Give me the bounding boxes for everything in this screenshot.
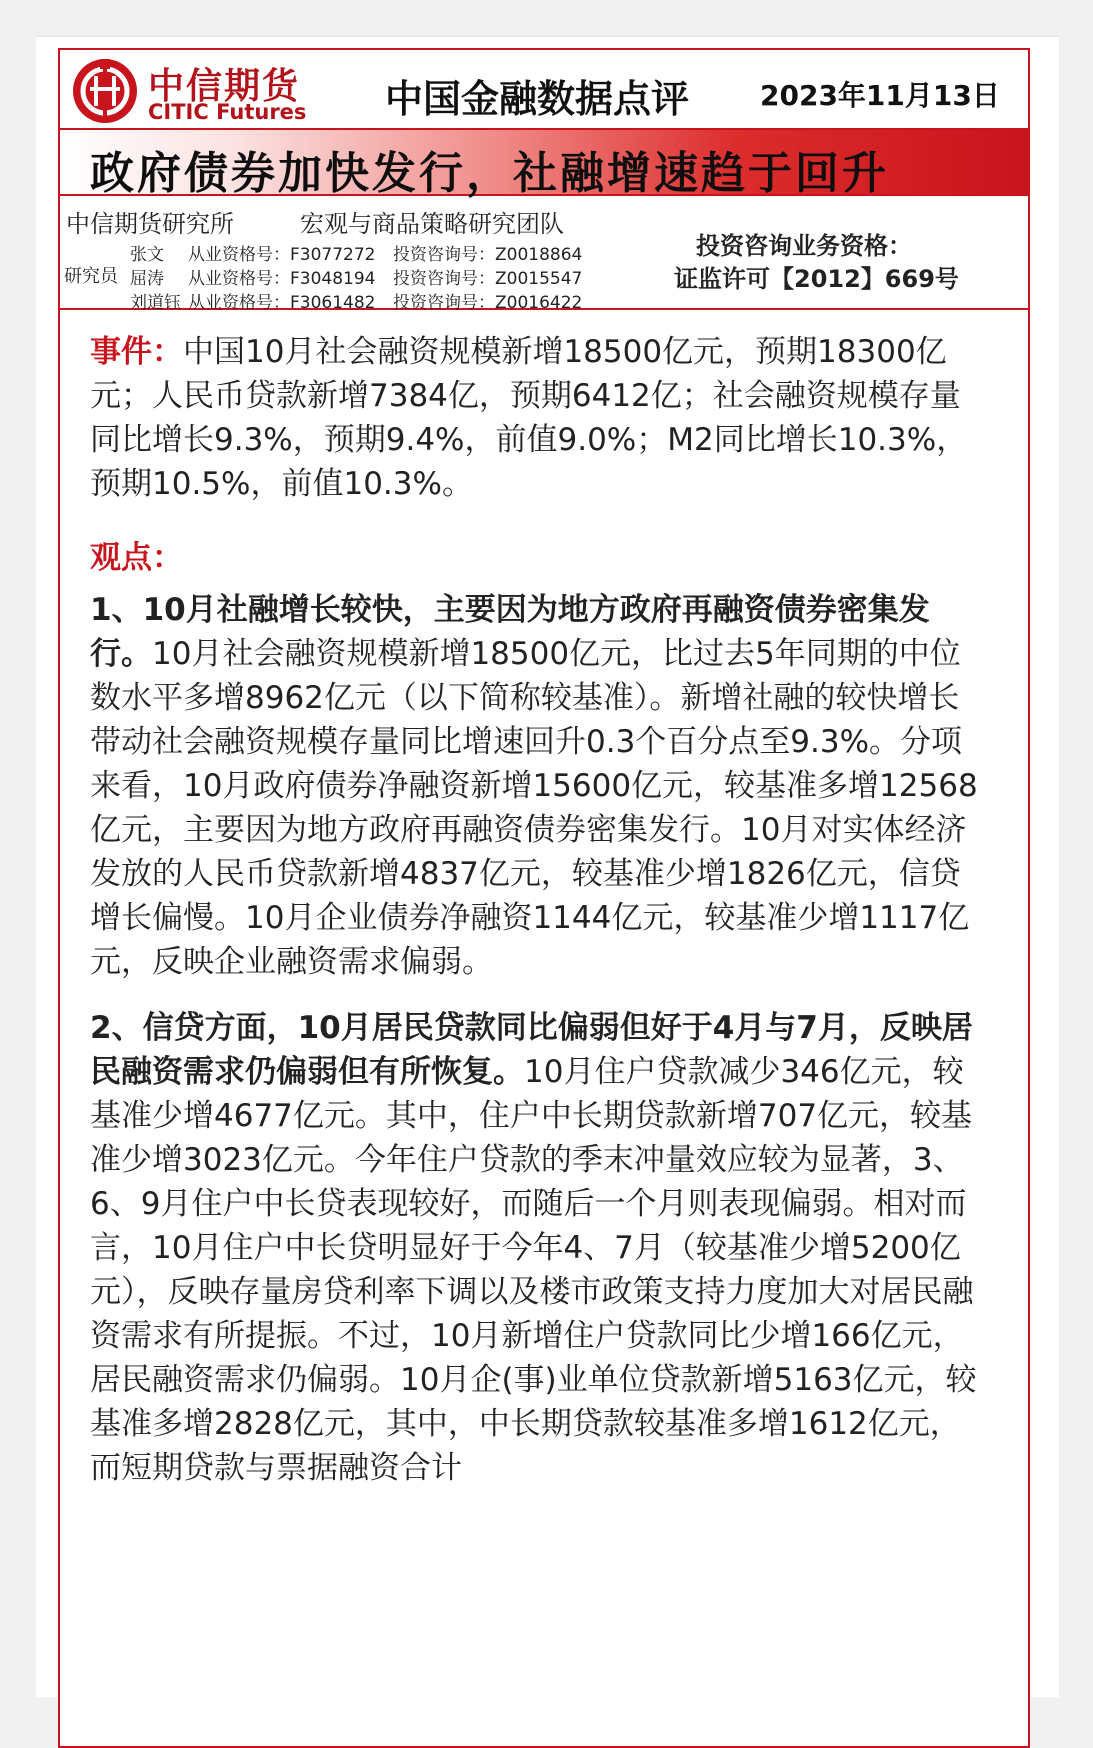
report-date: 2023年11月13日	[760, 79, 1000, 112]
qualification-license: 证监许可【2012】669号	[674, 265, 959, 293]
researcher-advisor-id: 投资咨询号：Z0016422	[393, 293, 583, 313]
point-paragraph-2	[90, 1006, 990, 1490]
point-paragraph-1	[90, 588, 990, 984]
qualification-title: 投资咨询业务资格：	[696, 232, 912, 260]
point-heading: 1、10月社融增长较快，主要因为地方政府再融资债券密集发行。	[90, 592, 930, 672]
report-body	[90, 330, 990, 1512]
researcher-license: 从业资格号：F3061482	[188, 293, 376, 313]
event-label: 事件：	[90, 334, 183, 370]
report-header	[60, 50, 1028, 128]
point-text: 10月住户贷款减少346亿元，较基准少增4677亿元。其中，住户中长期贷款新增707亿元，较基准少增3023亿元。今年住户贷款的季末冲量效应较为显著，3、6、9月住户中长贷表现较好，而随后一个月则表现偏弱。相对而言，10月住户中长贷明显好于今年4、7月（较基准少增5200亿元），反映存量房贷利率下调以及楼市政策支持力度加大对居民融资需求有所提振。不过，10月新增住户贷款同比少增166亿元，居民融资需求仍偏弱。10月企(事)业单位贷款新增5163亿元，较基准多增2828亿元，其中，中长期贷款较基准多增1612亿元，而短期贷款与票据融资合计	[90, 1054, 977, 1486]
researcher-license: 从业资格号：F3077272	[188, 245, 376, 265]
report-title: 政府债券加快发行，社融增速趋于回升	[90, 148, 889, 199]
researcher-license: 从业资格号：F3048194	[188, 269, 376, 289]
event-text: 中国10月社会融资规模新增18500亿元，预期18300亿元；人民币贷款新增7384亿，预期6412亿；社会融资规模存量同比增长9.3%，预期9.4%，前值9.0%；M2同比增长10.3%，预期10.5%，前值10.3%。	[90, 334, 968, 502]
researcher-advisor-id: 投资咨询号：Z0018864	[393, 245, 583, 265]
researcher-name: 张文	[130, 245, 164, 265]
researcher-name: 屈涛	[130, 269, 164, 289]
researcher-name: 刘道钰	[130, 293, 181, 313]
brand-name-cn: 中信期货	[148, 66, 301, 107]
report-frame	[58, 48, 1030, 1748]
researcher-row	[130, 240, 582, 265]
event-paragraph	[90, 330, 990, 506]
point-text: 10月社会融资规模新增18500亿元，比过去5年同期的中位数水平多增8962亿元（以下简称较基准）。新增社融的较快增长带动社会融资规模存量同比增速回升0.3个百分点至9.3%。分项来看，10月政府债券净融资新增15600亿元，较基准多增12568亿元，主要因为地方政府再融资债券密集发行。10月对实体经济发放的人民币贷款新增4837亿元，较基准少增1826亿元，信贷增长偏慢。10月企业债券净融资1144亿元，较基准少增1117亿元，反映企业融资需求偏弱。	[90, 636, 978, 980]
researcher-row	[130, 264, 582, 289]
researcher-advisor-id: 投资咨询号：Z0015547	[393, 269, 583, 289]
title-banner	[60, 128, 1028, 199]
citic-logo-icon	[70, 56, 140, 126]
researcher-row	[130, 288, 582, 313]
researcher-label: 研究员	[64, 266, 118, 287]
point-heading: 2、信贷方面，10月居民贷款同比偏弱但好于4月与7月，反映居民融资需求仍偏弱但有所恢复。	[90, 1010, 973, 1090]
author-info	[60, 196, 1028, 313]
brand-name-en: CITIC Futures	[148, 100, 307, 124]
institute-name: 中信期货研究所	[66, 210, 234, 238]
views-label: 观点：	[90, 540, 183, 576]
report-series-name: 中国金融数据点评	[385, 77, 690, 121]
team-name: 宏观与商品策略研究团队	[300, 210, 564, 238]
